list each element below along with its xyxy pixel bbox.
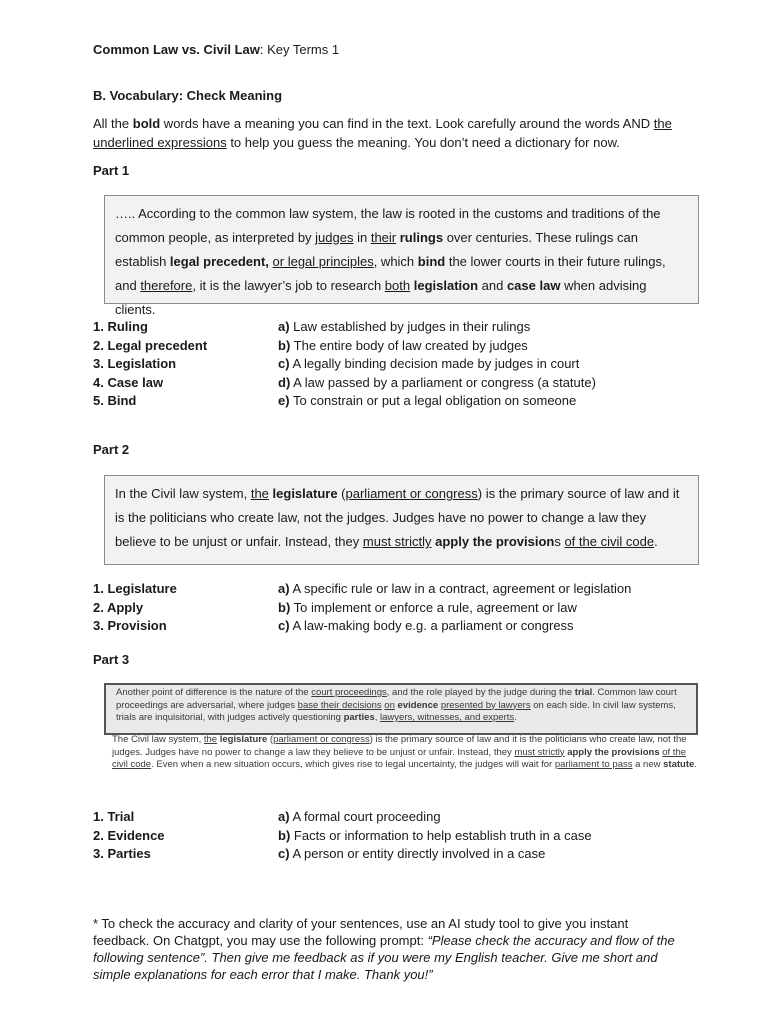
list-item: 1. Trial a) A formal court proceeding xyxy=(93,809,441,824)
part-3-matching-list xyxy=(93,808,693,864)
list-item: 3. Parties c) A person or entity directly involved in a case xyxy=(93,846,546,861)
part-1-heading: Part 1 xyxy=(93,163,130,178)
list-item: 1. Ruling a) Law established by judges in their rulings xyxy=(93,319,531,334)
part-2-matching-list xyxy=(93,580,693,636)
list-item: 3. Provision c) A law-making body e.g. a parliament or congress xyxy=(93,618,574,633)
list-item: 4. Case law d) A law passed by a parliament or congress (a statute) xyxy=(93,374,596,390)
part-3-passage-box: Another point of difference is the nature of the court proceedings, and the role played by the judge during the trial. Common law court proceedings are adversarial, where judges base their decisions on evidence presented by lawyers on each side. In civil law systems, trials are inquisitorial, with judges actively questioning parties, lawyers, witnesses, and experts. xyxy=(104,683,698,735)
list-item: 5. Bind e) To constrain or put a legal obligation on someone xyxy=(93,393,577,408)
part-1-passage: ….. According to the common law system, the law is rooted in the customs and traditions of the common people, as interpreted by judges in their rulings over centuries. These rulings can establish legal precedent, or legal principles, which bind the lower courts in their future rulings, and therefore, it is the lawyer’s job to research both legislation and case law when advising clients. xyxy=(104,195,699,304)
footnote: * To check the accuracy and clarity of your sentences, use an AI study tool to give you instant feedback. On Chatgpt, you may use the following prompt: “Please check the accuracy and flow of the following sentence”. Then give me feedback as if you were my English teacher. Give me short and simple explanations for each error that I make. Thank you!” xyxy=(93,916,675,982)
part-2-passage: In the Civil law system, the legislature (parliament or congress) is the primary source of law and it is the politicians who create law, not the judges. Judges have no power to change a law they believe to be unjust or unfair. Instead, they must strictly apply the provisions of the civil code. xyxy=(104,475,699,565)
part-3-passage-overflow: The Civil law system, the legislature (parliament or congress) is the primary source of law and it is the politicians who create law, not the judges. Judges have no power to change a law they believe to be unjust or unfair. Instead, they must strictly apply the provisions of the civil code. Even when a new situation occurs, which gives rise to legal uncertainty, the judges will wait for parliament to pass a new statute. xyxy=(112,734,697,770)
list-item: 2. Legal precedent b) The entire body of law created by judges xyxy=(93,337,528,353)
section-heading: B. Vocabulary: Check Meaning xyxy=(93,88,283,103)
list-item: 3. Legislation c) A legally binding decision made by judges in court xyxy=(93,356,580,371)
list-item: 1. Legislature a) A specific rule or law in a contract, agreement or legislation xyxy=(93,581,632,596)
part-2-heading: Part 2 xyxy=(93,442,130,457)
instructions: All the bold words have a meaning you can find in the text. Look carefully around the words AND the underlined expressions to help you guess the meaning. You don’t need a dictionary for now. xyxy=(93,116,672,150)
list-item: 2. Apply b) To implement or enforce a rule, agreement or law xyxy=(93,599,577,615)
page-title: Common Law vs. Civil Law: Key Terms 1 xyxy=(93,42,340,57)
part-1-matching-list xyxy=(93,318,693,411)
part-3-heading: Part 3 xyxy=(93,652,130,667)
list-item: 2. Evidence b) Facts or information to help establish truth in a case xyxy=(93,827,592,843)
